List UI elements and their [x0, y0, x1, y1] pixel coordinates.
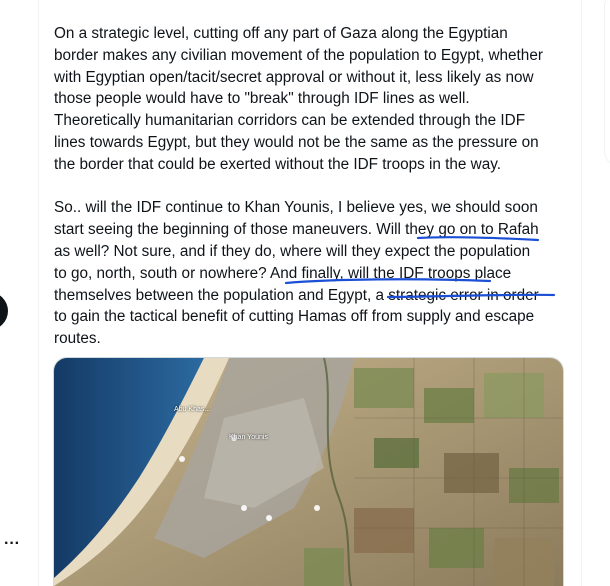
text-line: So.. will the IDF continue to Khan Younis, I believe yes, we should soon [54, 199, 538, 217]
text-line: On a strategic level, cutting off any part of Gaza along the Egyptian [54, 25, 508, 42]
sidebar-card-edge [604, 0, 610, 167]
text-line: lines towards Egypt, but they would not be the same as the pressure on [54, 133, 539, 151]
text-line: start seeing the beginning of those maneuvers. Will they go on to Rafah [54, 221, 539, 239]
avatar[interactable] [0, 292, 8, 330]
tweet-paragraph-1 [54, 23, 574, 176]
text-line: to go, north, south or nowhere? And finally, will the IDF troops place [54, 264, 512, 282]
text-line: to gain the tactical benefit of cutting Hamas off from supply and escape [54, 308, 535, 326]
text-line: border makes any civilian movement of the population to Egypt, whether [54, 46, 543, 64]
text-line: with Egyptian open/tacit/secret approval or without it, less likely as now [54, 68, 534, 86]
text-line: as well? Not sure, and if they do, where will they expect the population [54, 242, 531, 260]
text-line: the border that could be exerted without the IDF troops in the way. [54, 155, 501, 173]
tweet-map-image[interactable] [53, 357, 564, 586]
text-line: themselves between the population and Egypt, a strategic error in order [54, 286, 539, 304]
timeline-left-border [38, 0, 39, 586]
map-label: Khan Younis [229, 434, 268, 441]
text-line: Theoretically humanitarian corridors can be extended through the IDF [54, 112, 526, 130]
timeline-right-border [581, 0, 582, 586]
text-line: routes. [54, 330, 101, 348]
text-line: those people would have to "break" through IDF lines as well. [54, 90, 470, 108]
tweet-body [54, 23, 574, 350]
map-label: Abu Khas... [174, 406, 211, 413]
tweet-paragraph-2 [54, 197, 574, 350]
more-horizontal-icon[interactable]: ··· [4, 535, 20, 552]
